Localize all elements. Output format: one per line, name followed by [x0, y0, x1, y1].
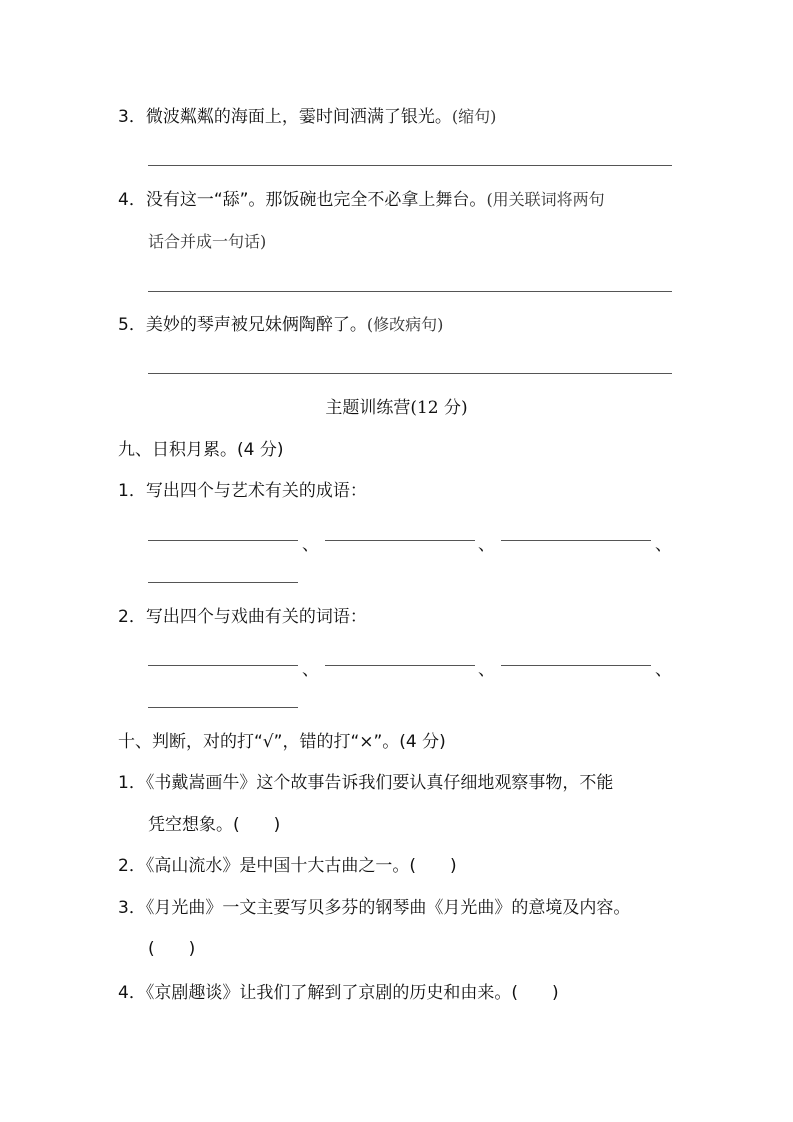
question-9-1: 1．写出四个与艺术有关的成语：	[118, 481, 367, 501]
question-8-4	[118, 189, 605, 211]
answer-blank[interactable]	[148, 665, 298, 666]
answer-line[interactable]	[148, 291, 672, 292]
question-10-1: 1．《书戴嵩画牛》这个故事告诉我们要认真仔细地观察事物，不能	[118, 773, 614, 793]
separator: 、	[655, 535, 672, 555]
answer-blank[interactable]	[501, 665, 651, 666]
question-8-5	[118, 314, 443, 336]
separator: 、	[478, 660, 495, 680]
section-10-title: 十、判断，对的打“√”，错的打“×”。(4 分)	[118, 732, 446, 752]
question-10-3-answer[interactable]: ( )	[148, 939, 196, 959]
section-heading: 主题训练营(12 分)	[325, 398, 468, 418]
answer-blank[interactable]	[148, 582, 298, 583]
question-hint-continued: 话合并成一句话)	[148, 232, 267, 251]
answer-line[interactable]	[148, 165, 672, 166]
question-8-3	[118, 106, 496, 128]
separator: 、	[655, 660, 672, 680]
answer-blank[interactable]	[148, 540, 298, 541]
question-hint: (用关联词将两句	[486, 190, 605, 209]
separator: 、	[478, 535, 495, 555]
question-10-2[interactable]: 2．《高山流水》是中国十大古曲之一。( )	[118, 856, 457, 876]
question-10-3: 3．《月光曲》一文主要写贝多芬的钢琴曲《月光曲》的意境及内容。	[118, 898, 631, 918]
separator: 、	[302, 660, 319, 680]
section-9-title: 九、日积月累。(4 分)	[118, 440, 284, 460]
question-10-4[interactable]: 4．《京剧趣谈》让我们了解到了京剧的历史和由来。( )	[118, 983, 559, 1003]
question-10-1-continued[interactable]: 凭空想象。( )	[148, 815, 281, 835]
answer-blank[interactable]	[325, 665, 475, 666]
question-text: 3．微波粼粼的海面上，霎时间洒满了银光。	[118, 107, 452, 127]
answer-line[interactable]	[148, 373, 672, 374]
answer-blank[interactable]	[501, 540, 651, 541]
question-hint: (缩句)	[451, 107, 497, 126]
question-hint: (修改病句)	[366, 315, 444, 334]
answer-blank[interactable]	[148, 707, 298, 708]
separator: 、	[302, 535, 319, 555]
question-9-2: 2．写出四个与戏曲有关的词语：	[118, 607, 367, 627]
question-text: 4．没有这一“舔”。那饭碗也完全不必拿上舞台。	[118, 190, 487, 210]
answer-blank[interactable]	[325, 540, 475, 541]
question-text: 5．美妙的琴声被兄妹俩陶醉了。	[118, 315, 367, 335]
